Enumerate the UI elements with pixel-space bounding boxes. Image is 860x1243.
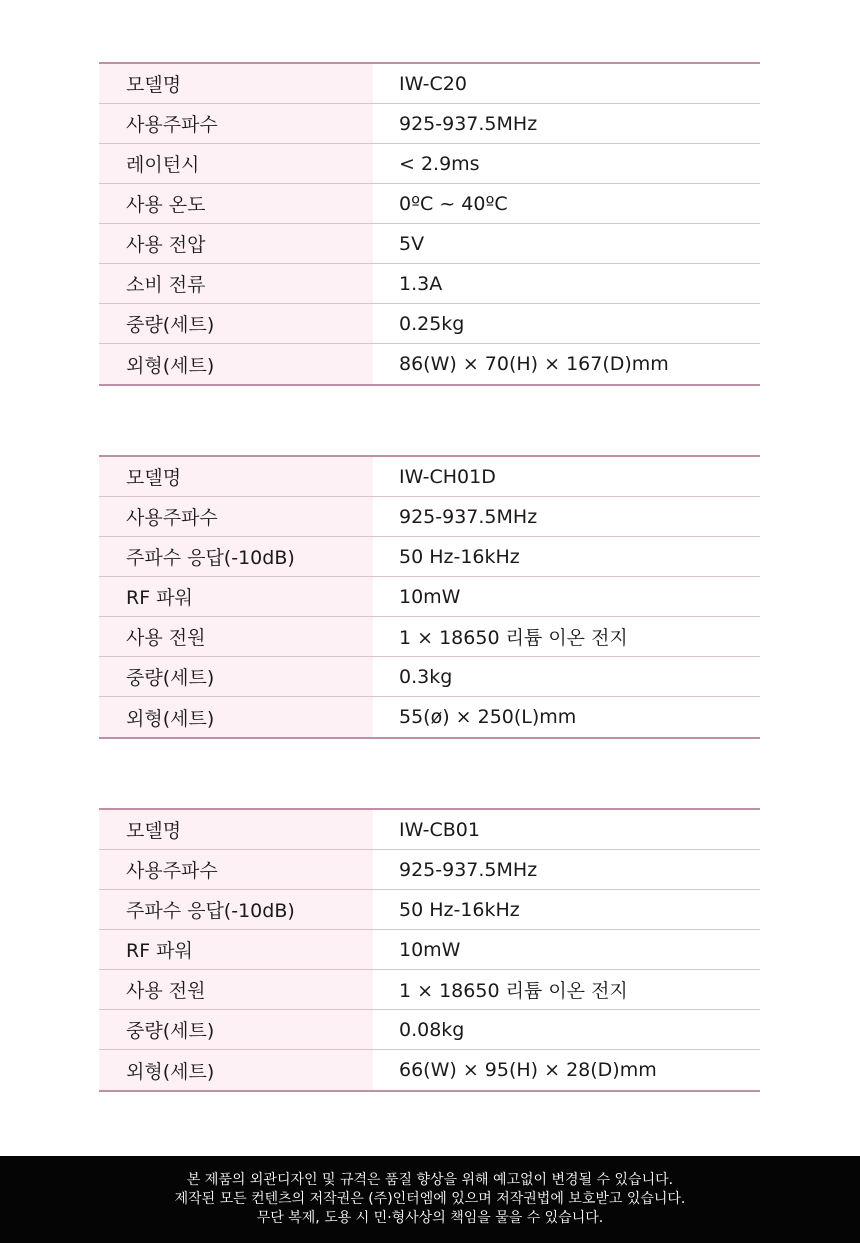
table-row: [99, 930, 760, 970]
spec-value: 66(W) × 95(H) × 28(D)mm: [373, 1050, 760, 1090]
table-row: [99, 1010, 760, 1050]
spec-label: 사용 전압: [99, 224, 373, 263]
spec-value: IW-CB01: [373, 810, 760, 849]
spec-label: 중량(세트): [99, 1010, 373, 1049]
spec-value: 1.3A: [373, 264, 760, 303]
table-row: [99, 497, 760, 537]
spec-label: 사용 온도: [99, 184, 373, 223]
spec-label: 사용 전원: [99, 970, 373, 1009]
table-row: [99, 104, 760, 144]
spec-label: 주파수 응답(-10dB): [99, 890, 373, 929]
spec-label: 모델명: [99, 457, 373, 496]
table-row: [99, 970, 760, 1010]
table-row: [99, 850, 760, 890]
spec-label: 사용주파수: [99, 497, 373, 536]
table-row: [99, 264, 760, 304]
table-row: [99, 577, 760, 617]
table-row: [99, 344, 760, 384]
spec-value: 10mW: [373, 930, 760, 969]
spec-value: < 2.9ms: [373, 144, 760, 183]
spec-value: 5V: [373, 224, 760, 263]
table-row: [99, 1050, 760, 1090]
table-row: [99, 457, 760, 497]
spec-value: 50 Hz-16kHz: [373, 890, 760, 929]
spec-value: 55(ø) × 250(L)mm: [373, 697, 760, 737]
footer-notice: [0, 1156, 860, 1243]
table-row: [99, 64, 760, 104]
spec-label: 레이턴시: [99, 144, 373, 183]
spec-label: 사용 전원: [99, 617, 373, 656]
spec-value: 0.3kg: [373, 657, 760, 696]
spec-value: IW-CH01D: [373, 457, 760, 496]
spec-value: 925-937.5MHz: [373, 104, 760, 143]
spec-value: 0ºC ~ 40ºC: [373, 184, 760, 223]
spec-value: 10mW: [373, 577, 760, 616]
spec-table-iw-ch01d: [99, 455, 760, 739]
spec-label: RF 파워: [99, 930, 373, 969]
table-row: [99, 537, 760, 577]
spec-value: 86(W) × 70(H) × 167(D)mm: [373, 344, 760, 384]
spec-label: 소비 전류: [99, 264, 373, 303]
spec-label: 모델명: [99, 810, 373, 849]
spec-label: RF 파워: [99, 577, 373, 616]
spec-table-iw-cb01: [99, 808, 760, 1092]
spec-value: 50 Hz-16kHz: [373, 537, 760, 576]
spec-value: 925-937.5MHz: [373, 497, 760, 536]
spec-value: 0.25kg: [373, 304, 760, 343]
table-row: [99, 184, 760, 224]
spec-label: 중량(세트): [99, 657, 373, 696]
spec-label: 모델명: [99, 64, 373, 103]
spec-label: 중량(세트): [99, 304, 373, 343]
spec-value: 1 × 18650 리튬 이온 전지: [373, 970, 760, 1009]
spec-value: 925-937.5MHz: [373, 850, 760, 889]
spec-label: 외형(세트): [99, 697, 373, 737]
spec-value: 1 × 18650 리튬 이온 전지: [373, 617, 760, 656]
table-row: [99, 810, 760, 850]
table-row: [99, 617, 760, 657]
spec-value: IW-C20: [373, 64, 760, 103]
spec-label: 외형(세트): [99, 344, 373, 384]
table-row: [99, 890, 760, 930]
table-row: [99, 657, 760, 697]
table-row: [99, 697, 760, 737]
footer-line: 무단 복제, 도용 시 민·형사상의 책임을 물을 수 있습니다.: [256, 1210, 604, 1226]
spec-label: 주파수 응답(-10dB): [99, 537, 373, 576]
footer-line: 본 제품의 외관디자인 및 규격은 품질 향상을 위해 예고없이 변경될 수 있습니다.: [186, 1172, 674, 1188]
table-row: [99, 224, 760, 264]
table-row: [99, 304, 760, 344]
footer-line: 제작된 모든 컨텐츠의 저작권은 (주)인터엠에 있으며 저작권법에 보호받고 있습니다.: [174, 1191, 686, 1207]
spec-table-iw-c20: [99, 62, 760, 386]
spec-label: 사용주파수: [99, 850, 373, 889]
table-row: [99, 144, 760, 184]
spec-label: 외형(세트): [99, 1050, 373, 1090]
spec-value: 0.08kg: [373, 1010, 760, 1049]
spec-label: 사용주파수: [99, 104, 373, 143]
